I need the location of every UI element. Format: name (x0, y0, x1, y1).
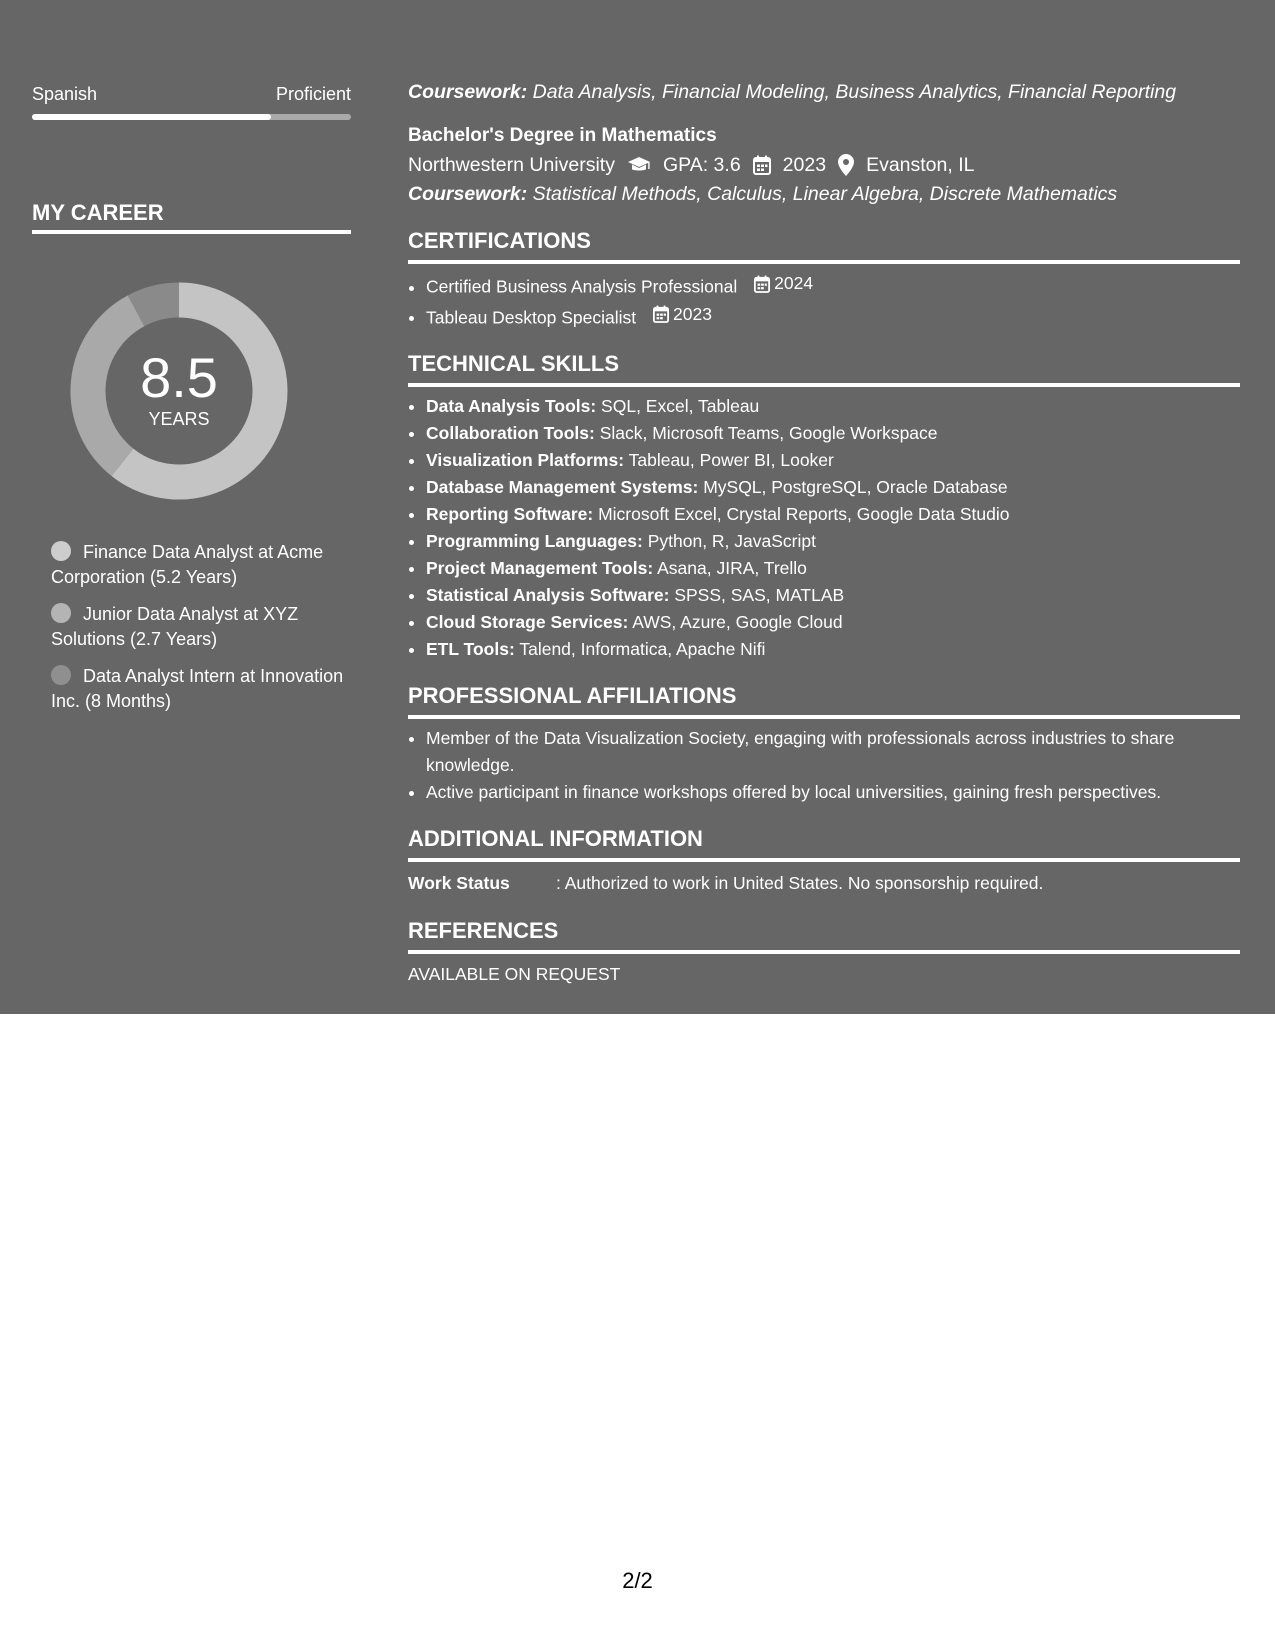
certifications-list (408, 270, 1240, 331)
career-donut-chart (66, 278, 292, 504)
skill-item (426, 420, 1240, 447)
map-pin-icon (838, 154, 854, 176)
legend-item (51, 540, 351, 590)
coursework-text: Statistical Methods, Calculus, Linear Algebra, Discrete Mathematics (527, 183, 1118, 205)
affiliations-list (408, 725, 1240, 806)
skill-item (426, 501, 1240, 528)
skill-category: Database Management Systems: (426, 477, 699, 497)
affiliation-item: • Member of the Data Visualization Society, engaging with professionals across industries to share knowledge. (426, 725, 1240, 779)
skill-values: Tableau, Power BI, Looker (624, 450, 834, 470)
skill-values: AWS, Azure, Google Cloud (628, 612, 843, 632)
donut-segment-3 (136, 300, 179, 311)
gpa: GPA: 3.6 (662, 154, 741, 176)
skill-category: Visualization Platforms: (426, 450, 625, 470)
right-column (408, 78, 1240, 988)
career-total-unit: YEARS (148, 409, 210, 429)
certification-name: Tableau Desktop Specialist (426, 307, 637, 327)
skill-item (426, 528, 1240, 555)
skill-item (426, 447, 1240, 474)
legend-dot (51, 541, 71, 561)
certification-name: Certified Business Analysis Professional (426, 276, 738, 297)
certification-date (653, 301, 712, 328)
coursework-text: Data Analysis, Financial Modeling, Business Analytics, Financial Reporting (527, 81, 1177, 103)
skill-values: SPSS, SAS, MATLAB (669, 585, 845, 605)
certification-year: 2023 (673, 303, 712, 324)
page-number: 2/2 (622, 1568, 653, 1593)
legend-label: Data Analyst Intern at Innovation Inc. (8 Months) (51, 666, 344, 711)
school-location: Evanston, IL (866, 154, 975, 176)
legend-label: Finance Data Analyst at Acme Corporation (5.2 Years) (51, 542, 324, 587)
school-name: Northwestern University (408, 154, 615, 176)
certification-item (426, 270, 1240, 301)
technical-skills-title: TECHNICAL SKILLS (408, 349, 1240, 387)
language-level: Proficient (275, 84, 351, 104)
references-text: AVAILABLE ON REQUEST (408, 964, 621, 984)
degree-coursework (408, 180, 1240, 208)
career-legend (51, 540, 351, 714)
calendar-icon (653, 305, 669, 323)
skill-category: Programming Languages: (426, 531, 643, 551)
legend-label: Junior Data Analyst at XYZ Solutions (2.7 Years) (51, 604, 299, 649)
affiliations-title: PROFESSIONAL AFFILIATIONS (408, 681, 1240, 719)
work-status-row (408, 868, 1240, 898)
certification-item (426, 301, 1240, 332)
education-details (408, 150, 1240, 180)
certification-date (754, 270, 813, 297)
skill-item (426, 636, 1240, 663)
calendar-icon (753, 155, 771, 175)
skill-category: Cloud Storage Services: (426, 612, 629, 632)
legend-dot (51, 665, 71, 685)
legend-item (51, 602, 351, 652)
skill-item (426, 393, 1240, 420)
skill-values: Microsoft Excel, Crystal Reports, Google Data Studio (593, 504, 1010, 524)
legend-item (51, 664, 351, 714)
career-section-title: MY CAREER (32, 200, 351, 234)
skill-item (426, 474, 1240, 501)
skill-values: Slack, Microsoft Teams, Google Workspace (594, 423, 938, 443)
certifications-title: CERTIFICATIONS (408, 226, 1240, 264)
language-row (32, 80, 351, 108)
certification-year: 2024 (774, 273, 814, 293)
skill-values: Talend, Informatica, Apache Nifi (514, 639, 766, 659)
affiliation-item: • Active participant in finance workshops offered by local universities, gaining fresh perspectives. (426, 779, 1240, 806)
skill-item (426, 609, 1240, 636)
skill-category: Project Management Tools: (426, 558, 654, 578)
language-proficiency-bar (32, 114, 351, 120)
previous-coursework (408, 78, 1240, 106)
legend-dot (51, 603, 71, 623)
skill-category: Statistical Analysis Software: (426, 585, 670, 605)
language-proficiency-fill (32, 114, 271, 120)
language-name: Spanish (32, 84, 98, 104)
left-column (32, 80, 351, 726)
skill-category: ETL Tools: (426, 639, 515, 659)
skill-category: Collaboration Tools: (426, 423, 595, 443)
coursework-label: Coursework: (408, 183, 528, 205)
calendar-icon (754, 275, 770, 293)
donut-center (66, 348, 292, 430)
skill-category: Reporting Software: (426, 504, 594, 524)
work-status-label: Work Status (408, 873, 510, 893)
references-title: REFERENCES (408, 916, 1240, 954)
coursework-label: Coursework: (408, 81, 528, 103)
graduation-cap-icon (627, 156, 651, 174)
skill-item (426, 582, 1240, 609)
additional-info-title: ADDITIONAL INFORMATION (408, 824, 1240, 862)
skill-values: SQL, Excel, Tableau (596, 396, 760, 416)
skill-category: Data Analysis Tools: (426, 396, 597, 416)
work-status-value: : Authorized to work in United States. No sponsorship required. (556, 873, 1044, 893)
skill-values: Asana, JIRA, Trello (653, 558, 807, 578)
career-total-years: 8.5 (140, 346, 218, 409)
technical-skills-list (408, 393, 1240, 663)
skill-item (426, 555, 1240, 582)
skill-values: MySQL, PostgreSQL, Oracle Database (698, 477, 1008, 497)
graduation-year: 2023 (782, 154, 827, 176)
degree-title: Bachelor's Degree in Mathematics (408, 125, 717, 146)
skill-values: Python, R, JavaScript (642, 531, 816, 551)
